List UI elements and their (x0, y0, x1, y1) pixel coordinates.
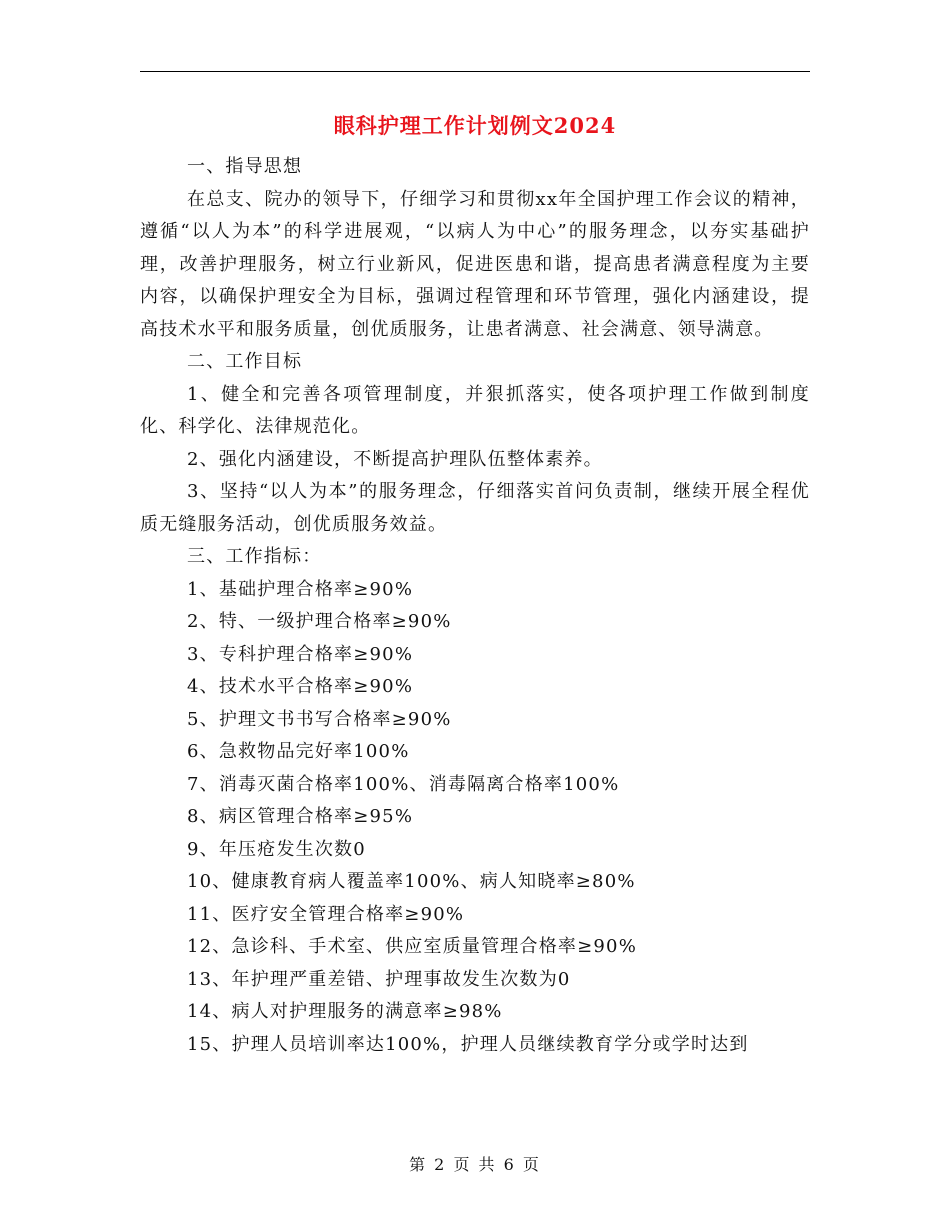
document-title: 眼科护理工作计划例文2024 (333, 113, 617, 138)
page-number-footer: 第 2 页 共 6 页 (409, 1155, 541, 1174)
indicator-item: 1、基础护理合格率≥90% (187, 578, 414, 600)
indicator-item: 13、年护理严重差错、护理事故发生次数为0 (187, 968, 571, 990)
header-rule (140, 71, 810, 72)
indicator-item: 5、护理文书书写合格率≥90% (187, 708, 452, 730)
indicator-item: 14、病人对护理服务的满意率≥98% (187, 1001, 503, 1022)
section-heading-guiding-thought: 一、指导思想 (187, 156, 303, 177)
indicator-item: 3、专科护理合格率≥90% (187, 643, 414, 665)
goal-item: 3、坚持“以人为本”的服务理念，仔细落实首问负责制，继续开展全程优质无缝服务活动，创优质服务效益。 (140, 481, 810, 535)
goal-item: 2、强化内涵建设，不断提高护理队伍整体素养。 (187, 448, 603, 470)
section-heading-work-indicators: 三、工作指标： (187, 546, 322, 567)
section-heading-work-goals: 二、工作目标 (187, 351, 303, 372)
indicator-item: 2、特、一级护理合格率≥90% (187, 611, 452, 632)
guiding-thought-paragraph: 在总支、院办的领导下，仔细学习和贯彻xx年全国护理工作会议的精神，遵循“以人为本”的科学进展观，“以病人为中心”的服务理念，以夯实基础护理，改善护理服务，树立行业新风，促进医患和谐，提高患者满意程度为主要内容，以确保护理安全为目标，强调过程管理和环节管理，强化内涵建设，提高技术水平和服务质量，创优质服务，让患者满意、社会满意、领导满意。 (140, 188, 810, 340)
indicator-item: 15、护理人员培训率达100%，护理人员继续教育学分或学时达到 (187, 1033, 749, 1055)
indicator-item: 7、消毒灭菌合格率100%、消毒隔离合格率100% (187, 773, 620, 795)
document-body (140, 151, 810, 1061)
indicator-item: 4、技术水平合格率≥90% (187, 676, 414, 697)
indicator-item: 6、急救物品完好率100% (187, 741, 410, 762)
goal-item: 1、健全和完善各项管理制度，并狠抓落实，使各项护理工作做到制度化、科学化、法律规范化。 (140, 383, 810, 437)
indicator-item: 11、医疗安全管理合格率≥90% (187, 903, 465, 925)
indicator-item: 10、健康教育病人覆盖率100%、病人知晓率≥80% (187, 871, 636, 892)
indicator-item: 9、年压疮发生次数0 (187, 838, 366, 860)
indicator-item: 8、病区管理合格率≥95% (187, 806, 414, 827)
indicator-item: 12、急诊科、手术室、供应室质量管理合格率≥90% (187, 936, 637, 957)
